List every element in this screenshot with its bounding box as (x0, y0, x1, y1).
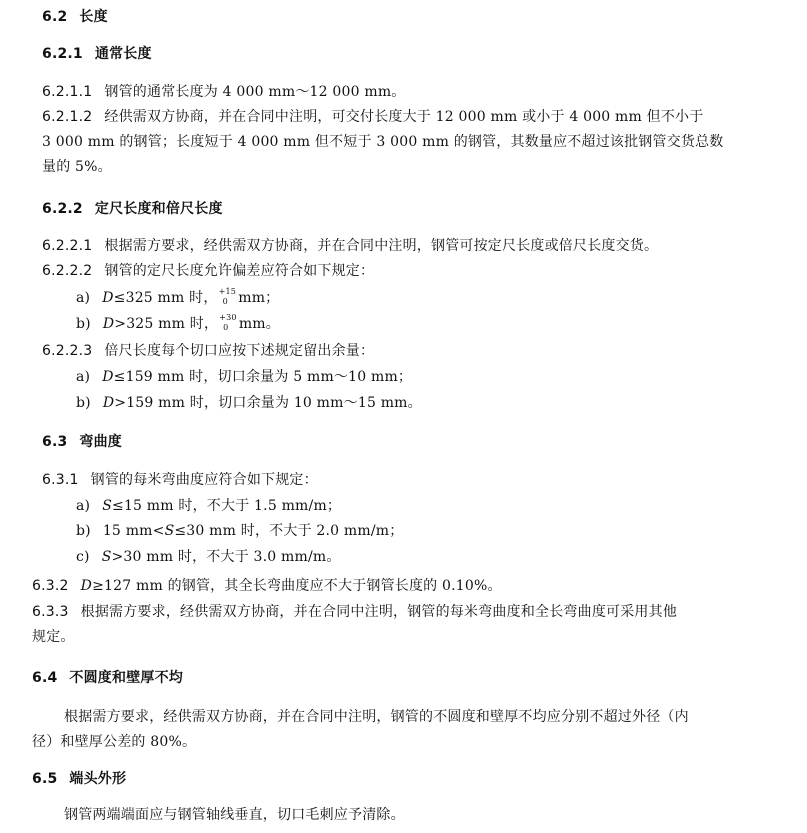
clause-6-3-3-line-2: 规定。 (32, 629, 75, 645)
list-item-text: ≤325 mm 时， (113, 290, 218, 306)
clause-6-2-1-1 (42, 83, 406, 101)
clause-text: 经供需双方协商，并在合同中注明，可交付长度大于 12 000 mm 或小于 4 000 mm 但不小于 (104, 109, 704, 125)
variable: D (102, 395, 115, 411)
clause-6-3-3-line-1 (32, 603, 677, 621)
tolerance-lower: 0 (223, 323, 229, 332)
section-title: 通常长度 (94, 46, 152, 62)
variable: D (102, 316, 115, 332)
list-item-text: >325 mm 时， (114, 316, 219, 332)
clause-6-4-line-1: 根据需方要求，经供需双方协商，并在合同中注明，钢管的不圆度和壁厚不均应分别不超过外径（内 (64, 709, 689, 725)
section-heading-6-2-2 (42, 200, 223, 218)
section-heading-6-3 (42, 433, 122, 451)
section-title: 弯曲度 (79, 434, 123, 450)
list-item-label: a) (76, 369, 91, 385)
clause-number: 6.2.2.3 (42, 343, 93, 359)
tolerance-upper: +30 (219, 313, 237, 322)
clause-6-2-1-2-line-1 (42, 108, 703, 126)
section-number: 6.2.1 (42, 46, 83, 62)
clause-6-5: 钢管两端端面应与钢管轴线垂直，切口毛刺应予清除。 (64, 807, 405, 823)
list-item-label: c) (76, 549, 90, 565)
clause-text: 根据需方要求，经供需双方协商，并在合同中注明，钢管可按定尺长度或倍尺长度交货。 (104, 238, 659, 254)
clause-text: 钢管的通常长度为 4 000 mm～12 000 mm。 (104, 84, 406, 100)
variable: D (80, 578, 93, 594)
tolerance (218, 287, 237, 307)
section-heading-6-4 (32, 669, 183, 687)
list-item-label: a) (76, 498, 91, 514)
section-number: 6.2.2 (42, 201, 83, 217)
list-item (76, 394, 422, 412)
list-item-text: mm； (233, 290, 280, 306)
variable: S (164, 523, 175, 539)
section-number: 6.3 (42, 434, 68, 450)
clause-6-2-2-2 (42, 262, 374, 280)
tolerance-lower: 0 (222, 297, 228, 306)
variable: S (102, 498, 113, 514)
list-item-text: >30 mm 时，不大于 3.0 mm/m。 (111, 549, 341, 565)
clause-number: 6.2.2.2 (42, 263, 93, 279)
section-title: 不圆度和壁厚不均 (69, 670, 184, 686)
list-item (76, 289, 279, 307)
section-heading-6-2 (42, 8, 108, 26)
list-item-text: >159 mm 时，切口余量为 10 mm～15 mm。 (114, 395, 422, 411)
list-item (76, 548, 341, 566)
list-item-text: ≤30 mm 时，不大于 2.0 mm/m； (174, 523, 404, 539)
clause-text: 根据需方要求，经供需双方协商，并在合同中注明，钢管的每米弯曲度和全长弯曲度可采用其他 (80, 604, 678, 620)
clause-6-3-1 (42, 471, 318, 489)
tolerance (219, 313, 237, 333)
section-heading-6-5 (32, 770, 126, 788)
section-title: 长度 (79, 9, 108, 25)
list-item-text: ≤159 mm 时，切口余量为 5 mm～10 mm； (113, 369, 413, 385)
clause-text: 钢管的定尺长度允许偏差应符合如下规定： (104, 263, 375, 279)
clause-number: 6.3.3 (32, 604, 69, 620)
clause-number: 6.2.1.1 (42, 84, 93, 100)
list-item-label: b) (76, 316, 91, 332)
section-number: 6.5 (32, 771, 58, 787)
list-item (76, 497, 341, 515)
list-item-prefix: 15 mm< (102, 523, 165, 539)
section-heading-6-2-1 (42, 45, 152, 63)
clause-number: 6.3.2 (32, 578, 69, 594)
list-item-label: a) (76, 290, 91, 306)
clause-text: 倍尺长度每个切口应按下述规定留出余量： (104, 343, 375, 359)
list-item-text: ≤15 mm 时，不大于 1.5 mm/m； (112, 498, 342, 514)
variable: D (102, 369, 114, 385)
clause-6-3-2 (32, 577, 502, 595)
variable: S (101, 549, 112, 565)
list-item-text: mm。 (234, 316, 280, 332)
list-item (76, 522, 403, 540)
clause-number: 6.3.1 (42, 472, 79, 488)
section-number: 6.4 (32, 670, 58, 686)
tolerance-upper: +15 (218, 287, 237, 296)
clause-6-2-1-2-line-3: 量的 5%。 (42, 159, 112, 175)
section-title: 端头外形 (69, 771, 127, 787)
clause-text: 钢管的每米弯曲度应符合如下规定： (90, 472, 318, 488)
section-number: 6.2 (42, 9, 68, 25)
list-item (76, 315, 280, 333)
clause-number: 6.2.1.2 (42, 109, 93, 125)
clause-6-2-2-3 (42, 342, 374, 360)
section-title: 定尺长度和倍尺长度 (94, 201, 223, 217)
clause-number: 6.2.2.1 (42, 238, 93, 254)
clause-6-2-2-1 (42, 237, 658, 255)
list-item-label: b) (76, 395, 91, 411)
variable: D (102, 290, 114, 306)
clause-text: ≥127 mm 的钢管，其全长弯曲度应不大于钢管长度的 0.10%。 (92, 578, 502, 594)
list-item-label: b) (76, 523, 91, 539)
list-item (76, 368, 412, 386)
clause-6-2-1-2-line-2: 3 000 mm 的钢管；长度短于 4 000 mm 但不短于 3 000 mm 的钢管，其数量应不超过该批钢管交货总数 (42, 134, 724, 150)
clause-6-4-line-2: 径）和壁厚公差的 80%。 (32, 734, 197, 750)
